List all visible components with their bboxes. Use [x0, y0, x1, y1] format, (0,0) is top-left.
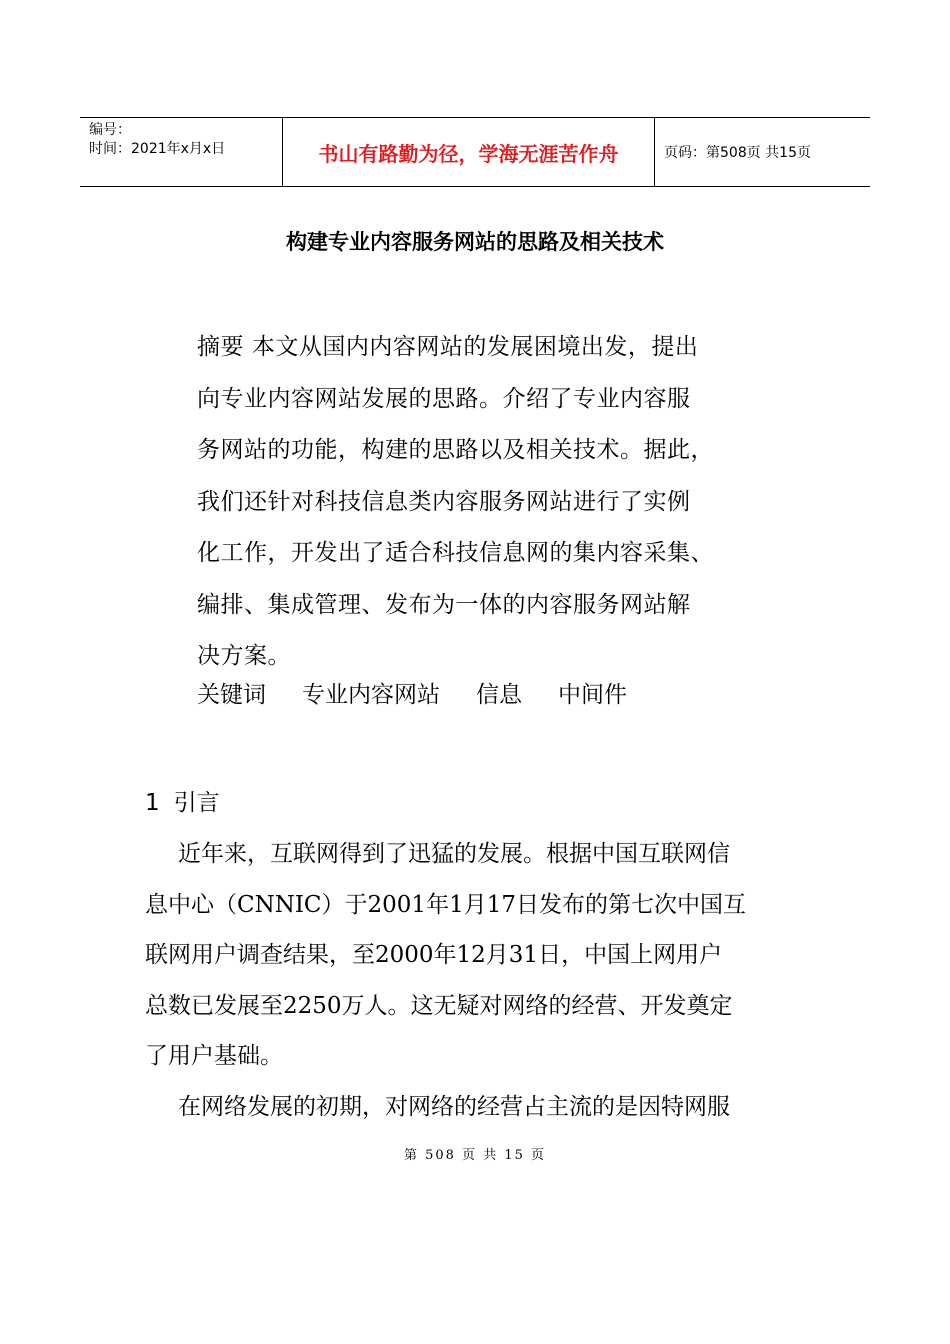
body-line: 息中心（CNNIC）于2001年1月17日发布的第七次中国互 — [145, 891, 746, 918]
abstract-line: 向专业内容网站发展的思路。介绍了专业内容服 — [197, 385, 691, 412]
body-line: 近年来，互联网得到了迅猛的发展。根据中国互联网信 — [178, 841, 730, 867]
header-number-label: 编号： — [89, 122, 131, 138]
header-motto: 书山有路勤为径，学海无涯苦作舟 — [282, 118, 655, 186]
abstract-text: 本文从国内内容网站的发展困境出发，提出 — [251, 334, 699, 360]
body-line: 联网用户调查结果，至2000年12月31日，中国上网用户 — [145, 942, 723, 968]
page-footer: 第 508 页 共 15 页 — [403, 1148, 547, 1163]
keywords-label: 关键词 — [197, 682, 266, 708]
header-meta — [80, 118, 282, 186]
abstract-line: 编排、集成管理、发布为一体的内容服务网站解 — [197, 591, 691, 618]
abstract-line: 我们还针对科技信息类内容服务网站进行了实例 — [197, 488, 691, 515]
keyword-item: 专业内容网站 — [302, 682, 440, 708]
abstract-line: 化工作，开发出了适合科技信息网的集内容采集、 — [197, 540, 714, 566]
document-title: 构建专业内容服务网站的思路及相关技术 — [286, 230, 664, 254]
keyword-item: 中间件 — [558, 682, 627, 708]
abstract-line: 决方案。 — [197, 643, 291, 669]
abstract-line — [197, 322, 777, 374]
keyword-item: 信息 — [476, 682, 522, 708]
keywords-line — [197, 676, 627, 709]
header-time-label: 时间：2021年x月x日 — [89, 141, 226, 157]
document-header — [80, 117, 870, 187]
section-heading — [145, 784, 220, 817]
section-title: 引言 — [173, 790, 220, 816]
abstract-block — [197, 322, 777, 683]
abstract-line: 务网站的功能，构建的思路以及相关技术。据此， — [197, 437, 714, 463]
header-page-info: 页码：第508页 共15页 — [664, 145, 811, 161]
body-paragraphs — [145, 829, 815, 1132]
section-number: 1 — [145, 790, 160, 816]
body-line: 总数已发展至2250万人。这无疑对网络的经营、开发奠定 — [145, 992, 733, 1019]
body-line: 在网络发展的初期，对网络的经营占主流的是因特网服 — [178, 1093, 730, 1120]
abstract-label: 摘要 — [197, 334, 244, 360]
body-line: 了用户基础。 — [145, 1043, 283, 1069]
